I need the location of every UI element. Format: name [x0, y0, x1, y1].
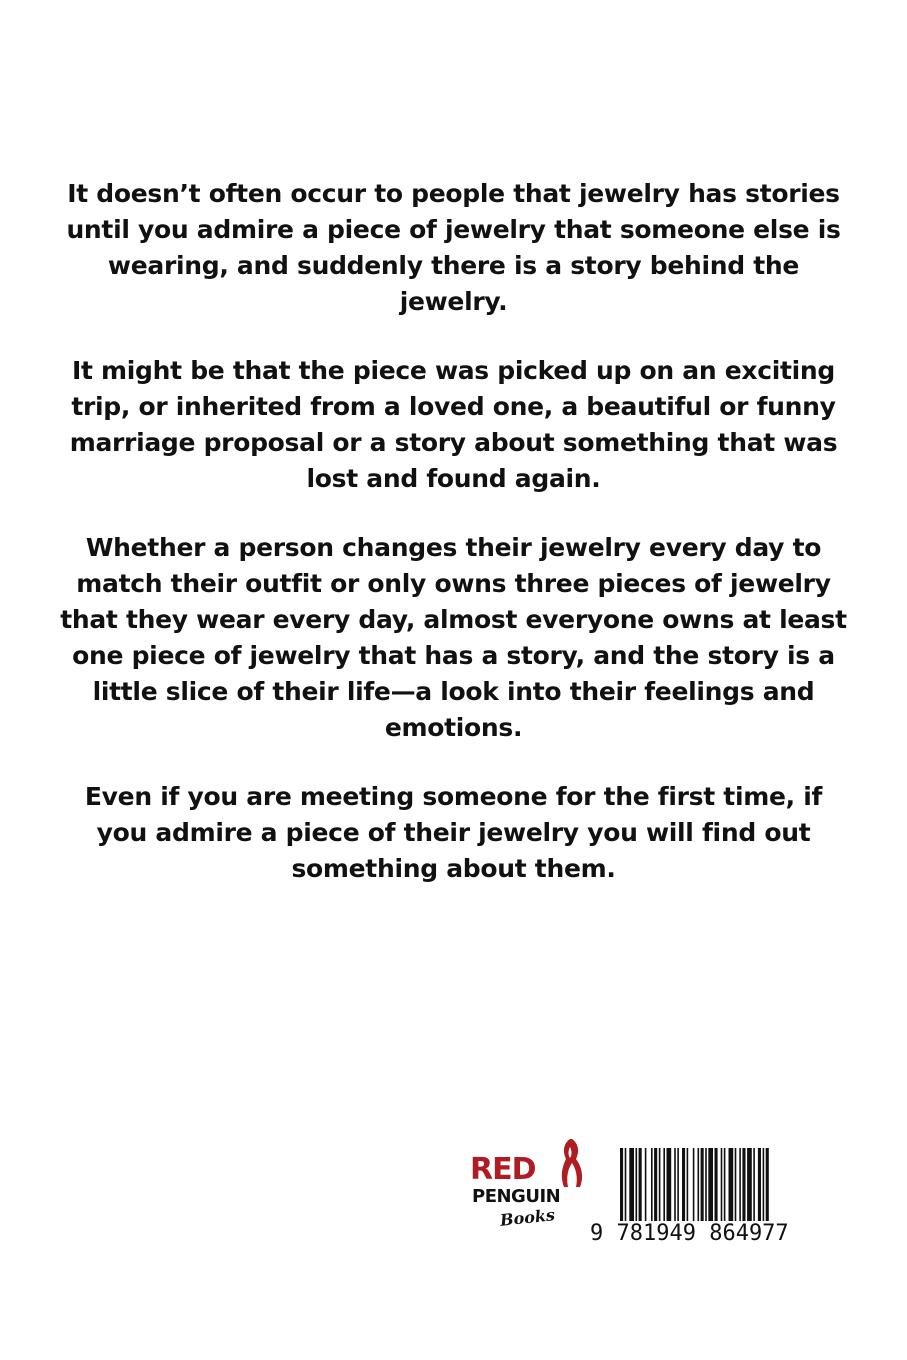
barcode-bar [729, 1148, 734, 1226]
blurb-paragraph-4: Even if you are meeting someone for the first time, if you admire a piece of their jewelry you will find out something about them. [84, 782, 823, 883]
blurb-paragraph-2: It might be that the piece was picked up on an exciting trip, or inherited from a loved one, a beautiful or funny marriage proposal or a story about something that was lost and found again. [69, 356, 838, 493]
isbn-digits [590, 1222, 850, 1246]
barcode-bar [659, 1148, 661, 1226]
barcode-bar [701, 1148, 704, 1226]
blurb-paragraph-3: Whether a person changes their jewelry every day to match their outfit or only owns three pieces of jewelry that they wear every day, almost everyone owns at least one piece of jewelry that has a story, and the story is a little slice of their life—a look into their feelings and emotions. [60, 533, 847, 742]
barcode-bar [742, 1148, 745, 1226]
isbn-digits-text: 9 781949 864977 [590, 1221, 789, 1246]
barcode-bar [747, 1148, 752, 1226]
barcode-bar [663, 1148, 665, 1226]
barcode-bar [636, 1148, 638, 1226]
logo-word-penguin: PENGUIN [472, 1186, 561, 1207]
red-penguin-books-logo [466, 1133, 596, 1243]
barcode-bar [721, 1148, 723, 1226]
barcode-bar [705, 1148, 707, 1226]
back-cover-blurb [60, 176, 847, 920]
barcode-bar [654, 1148, 657, 1226]
barcode-bar [687, 1148, 689, 1226]
barcode-bar [639, 1148, 642, 1226]
barcode-bar [735, 1148, 737, 1226]
barcode-bar [693, 1148, 695, 1226]
barcode-bar [674, 1148, 676, 1226]
logo-word-red: RED [470, 1152, 536, 1187]
barcode-bar [651, 1148, 653, 1226]
barcode-bar [645, 1148, 647, 1226]
barcode-bar [724, 1148, 726, 1226]
barcode-bar [667, 1148, 672, 1226]
penguin-figure-icon [554, 1137, 588, 1189]
logo-word-books: Books [499, 1205, 556, 1230]
barcode-bar [677, 1148, 679, 1226]
blurb-paragraph-1: It doesn’t often occur to people that jewelry has stories until you admire a piece of jewelry that someone else is wearing, and suddenly there is a story behind the jewelry. [66, 179, 841, 316]
barcode-bar [763, 1148, 765, 1226]
barcode-bar [758, 1148, 761, 1226]
barcode-bar [753, 1148, 755, 1226]
barcode-bar [715, 1148, 718, 1226]
barcode-bar [629, 1148, 634, 1226]
barcode-bar [682, 1148, 685, 1226]
barcode-bar [739, 1148, 741, 1226]
barcode-bar [708, 1148, 713, 1226]
